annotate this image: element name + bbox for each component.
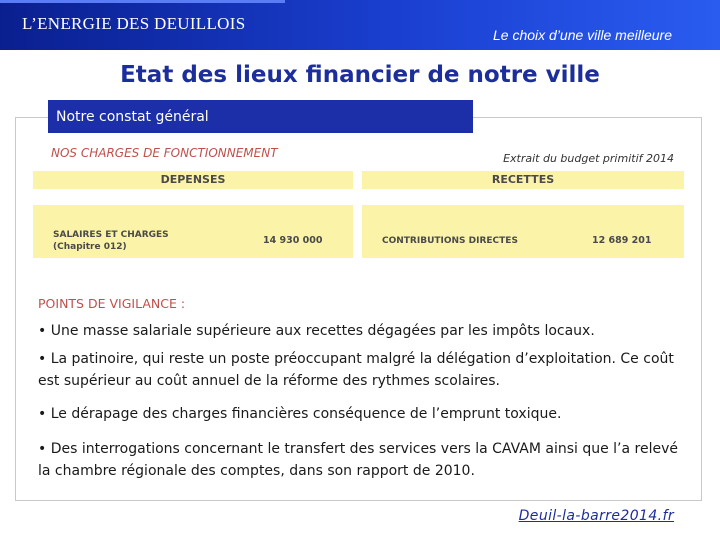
section-header-bar: [48, 100, 473, 133]
budget-extract-label: Extrait du budget primitif 2014: [503, 152, 674, 165]
vigilance-item: • Des interrogations concernant le transfert des services vers la CAVAM ainsi que l’a relevé la chambre régionale des comptes, dans son rapport de 2010.: [38, 441, 678, 479]
depenses-item-value: 14 930 000: [263, 235, 323, 246]
recettes-header: RECETTES: [362, 171, 684, 189]
recettes-item-value: 12 689 201: [592, 235, 652, 246]
footer-website-link[interactable]: Deuil-la-barre2014.fr: [518, 508, 674, 524]
header-accent-line: [0, 0, 285, 3]
vigilance-title: POINTS DE VIGILANCE :: [38, 296, 186, 311]
vigilance-item: • La patinoire, qui reste un poste préoccupant malgré la délégation d’exploitation. Ce coût est supérieur au coût annuel de la réforme des rythmes scolaires.: [38, 351, 674, 389]
vigilance-item: • Une masse salariale supérieure aux recettes dégagées par les impôts locaux.: [38, 323, 595, 339]
vigilance-item: • Le dérapage des charges financières conséquence de l’emprunt toxique.: [38, 406, 562, 422]
recettes-cell: [362, 205, 684, 258]
depenses-header: DEPENSES: [33, 171, 353, 189]
depenses-item-label: SALAIRES ET CHARGES (Chapitre 012): [53, 230, 169, 252]
depenses-cell: [33, 205, 353, 258]
recettes-item-label: CONTRIBUTIONS DIRECTES: [382, 236, 518, 246]
header-tagline: Le choix d’une ville meilleure: [493, 27, 672, 43]
page-title: Etat des lieux financier de notre ville: [120, 62, 600, 88]
header-banner: [0, 0, 720, 50]
charges-label: NOS CHARGES DE FONCTIONNEMENT: [51, 146, 278, 160]
header-title: L’ENERGIE DES DEUILLOIS: [22, 14, 246, 33]
section-header-label: Notre constat général: [56, 109, 209, 125]
